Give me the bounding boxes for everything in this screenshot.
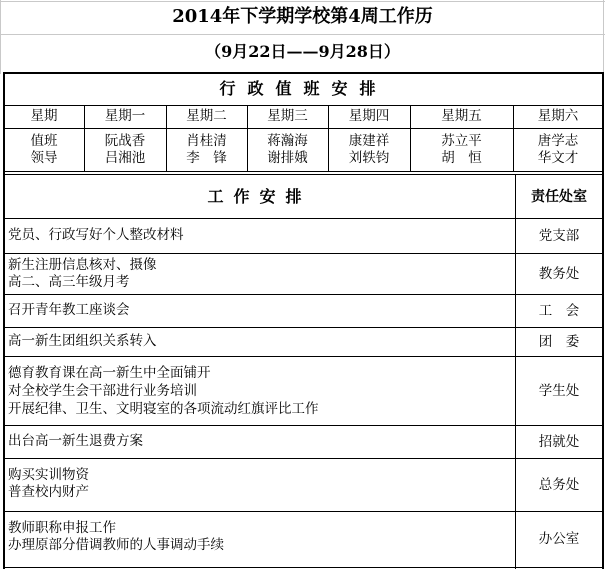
work-row-tasks: 党员、行政写好个人整改材料 xyxy=(8,227,184,243)
work-row-tasks: 德育教育课在高一新生中全面铺开 对全校学生会干部进行业务培训 开展纪律、卫生、文明寝室的各项流动红旗评比工作 xyxy=(8,365,319,417)
work-row-tasks: 教师职称申报工作 办理原部分借调教师的人事调动手续 xyxy=(8,520,224,553)
duty-leaders-fri: 苏立平 胡 恒 xyxy=(441,133,482,166)
work-row-tasks: 购买实训物资 普查校内财产 xyxy=(8,467,89,500)
duty-leaders-tue: 肖桂清 李 锋 xyxy=(186,133,227,166)
duty-leaders-mon: 阮战香 吕湘池 xyxy=(104,133,146,166)
day-header-thu: 星期四 xyxy=(348,108,390,124)
duty-leader-label: 值班 领导 xyxy=(30,133,58,166)
duty-leaders-sat: 唐学志 华文才 xyxy=(537,133,579,166)
day-header-wed: 星期三 xyxy=(267,108,308,124)
page-title: 2014年下学期学校第4周工作历 xyxy=(172,6,433,27)
day-header-mon: 星期一 xyxy=(104,108,146,124)
work-row-dept: 工 会 xyxy=(538,303,580,319)
work-row-dept: 教务处 xyxy=(538,266,580,282)
day-header-sat: 星期六 xyxy=(537,108,579,124)
work-row-tasks: 高一新生团组织关系转入 xyxy=(8,333,157,349)
work-row-dept: 党支部 xyxy=(538,228,580,244)
duty-banner: 行政值班安排 xyxy=(219,79,388,98)
work-row-dept: 团 委 xyxy=(538,334,580,350)
work-row-dept: 总务处 xyxy=(538,477,580,493)
duty-leaders-wed: 蒋瀚海 谢排娥 xyxy=(267,133,308,166)
work-row-dept: 招就处 xyxy=(538,434,580,450)
date-range: （9月22日——9月28日） xyxy=(205,42,400,61)
work-header-dept: 责任处室 xyxy=(531,189,587,205)
day-header-tue: 星期二 xyxy=(186,108,227,124)
work-row-tasks: 出台高一新生退费方案 xyxy=(8,433,143,449)
work-row-tasks: 新生注册信息核对、摄像 高二、高三年级月考 xyxy=(8,257,157,290)
work-row-tasks: 召开青年教工座谈会 xyxy=(8,302,130,318)
day-header-label: 星期 xyxy=(30,108,58,124)
work-header-tasks: 工作安排 xyxy=(207,187,312,206)
day-header-fri: 星期五 xyxy=(441,108,482,124)
work-row-dept: 办公室 xyxy=(538,531,580,547)
work-row-dept: 学生处 xyxy=(538,383,580,399)
duty-leaders-thu: 康建祥 刘轶钧 xyxy=(348,133,390,166)
